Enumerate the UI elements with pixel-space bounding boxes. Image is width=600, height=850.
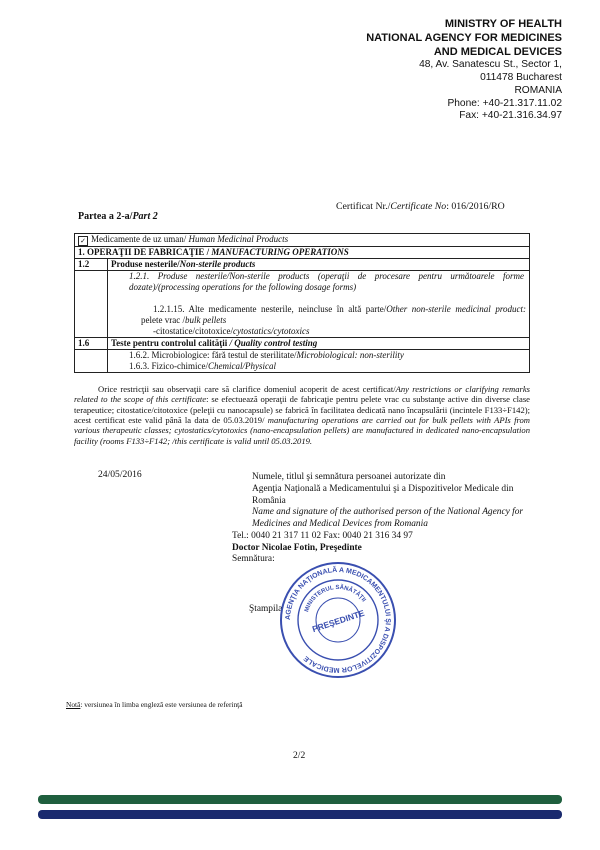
item-1-2-1: 1.2.1. Produse nesterile/Non-sterile products (operaţii de procesare pentru următoarele forme dozate)/(processing operations for the following dosage forms) bbox=[129, 270, 524, 292]
issue-date: 24/05/2016 bbox=[98, 469, 142, 480]
footer-bar-navy bbox=[38, 810, 562, 819]
address-line1: 48, Av. Sanatescu St., Sector 1, bbox=[419, 59, 562, 71]
footnote: Notă: versiunea în limba engleză este versiunea de referinţă bbox=[66, 700, 243, 709]
restrictions-paragraph: Orice restricţii sau observaţii care să clarifice domeniul acoperit de acest certificat/Any restrictions or clarifying remarks related to the scope of this certificate: se efectuează operaţii de fabricaţie pentru pelete vrac cu substanţe active din diverse clase terapeutice; citostatice/citotoxice (peleţii cu nanocapsule) se fabrică în facilitatea dedicată nano încapsulării (incintele F133÷F142); acest certificat este valid până la data de 05.03.2019/ manufacturing operations are carried out for bulk pellets with APIs from various therapeutic classes; cytostatics/cytotoxics (nano-encapsulation pellets) are manufactured in dedicated nano-encapsulation facility (rooms F133÷F142; /this certificate is valid until 05.03.2019. bbox=[74, 384, 530, 446]
ministry-name: MINISTRY OF HEALTH bbox=[444, 18, 562, 30]
signature-ro-line2: Agenţia Naţională a Medicamentului şi a Dispozitivelor Medicale din România bbox=[252, 483, 514, 506]
footer-bar-green bbox=[38, 795, 562, 804]
table-row bbox=[75, 349, 530, 372]
page-number: 2/2 bbox=[293, 750, 306, 761]
signature-ro-line1: Numele, titlul şi semnătura persoanei autorizate din bbox=[252, 472, 446, 482]
table-row: ✓ Medicamente de uz uman/ Human Medicinal Products bbox=[75, 234, 530, 247]
signature-en-line: Name and signature of the authorised person of the National Agency for Medicines and Medical Devices from Romania bbox=[252, 507, 524, 529]
stamp-inner-text: MINISTERUL SĂNĂTĂŢII bbox=[304, 584, 367, 613]
table-row: 1.2 Produse nesterile/Non-sterile products bbox=[75, 258, 530, 270]
part-label: Partea a 2-a/Part 2 bbox=[78, 211, 158, 222]
item-1-6-3: 1.6.3. Fizico-chimice/Chemical/Physical bbox=[129, 360, 276, 371]
country: ROMANIA bbox=[514, 84, 562, 96]
certificate-number: Certificat Nr./Certificate No: 016/2016/RO bbox=[336, 201, 505, 212]
stamp-label: Ştampila bbox=[249, 604, 283, 614]
checkbox-checked-icon: ✓ bbox=[78, 236, 88, 246]
stamp-outer-text: AGENŢIA NAŢIONALĂ A MEDICAMENTULUI ŞI A DISPOZITIVELOR MEDICALE bbox=[284, 566, 392, 674]
official-stamp-icon bbox=[278, 560, 398, 680]
table-row: 1.6 Teste pentru controlul calităţii / Quality control testing bbox=[75, 337, 530, 349]
agency-name-line1: NATIONAL AGENCY FOR MEDICINES bbox=[366, 31, 562, 44]
address-line2: 011478 Bucharest bbox=[480, 72, 562, 83]
signature-block bbox=[232, 472, 532, 566]
signature-label: Semnătura: bbox=[232, 554, 275, 565]
signature-tel-fax: Tel.: 0040 21 317 11 02 Fax: 0040 21 316 34 97 bbox=[232, 530, 413, 541]
table-row: 1. OPERAŢII DE FABRICAŢIE / MANUFACTURING OPERATIONS bbox=[75, 247, 530, 259]
scope-table bbox=[74, 233, 530, 373]
item-1-6-2: 1.6.2. Microbiologice: fără testul de sterilitate/Microbiological: non-sterility bbox=[129, 349, 404, 360]
phone: Phone: +40-21.317.11.02 bbox=[447, 97, 562, 109]
agency-name-line2: AND MEDICAL DEVICES bbox=[433, 45, 562, 58]
table-row bbox=[75, 270, 530, 337]
signatory-name: Doctor Nicolae Fotin, Preşedinte bbox=[232, 542, 362, 553]
item-1-2-1-15-cytostatics: -citostatice/citotoxice/cytostatics/cytotoxics bbox=[153, 325, 310, 336]
letterhead bbox=[366, 18, 562, 123]
stamp-center-text: PREŞEDINTE bbox=[310, 607, 366, 635]
fax: Fax: +40-21.316.34.97 bbox=[459, 110, 562, 122]
item-1-2-1-15: 1.2.1.15. Alte medicamente nesterile, neincluse în altă parte/Other non-sterile medicinal product: pelete vrac /bulk pellets bbox=[141, 303, 526, 325]
